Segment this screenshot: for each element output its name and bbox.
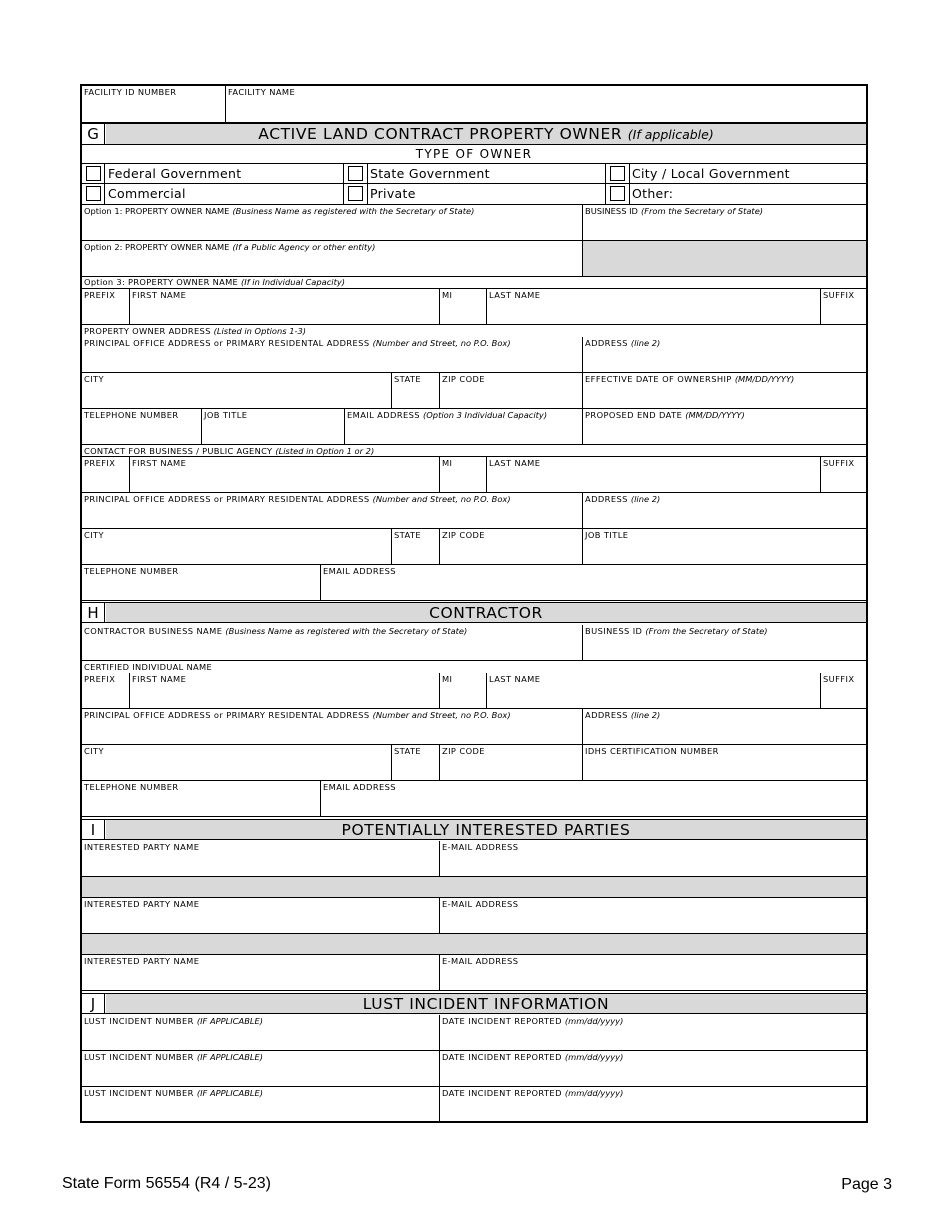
section-j-header — [82, 993, 866, 1014]
section-h-letter: H — [82, 603, 105, 622]
contact-mi-field[interactable] — [439, 457, 486, 493]
lust-incident-row-1 — [82, 1015, 866, 1051]
contractor-business-name-field[interactable] — [82, 625, 582, 661]
owner-address-header — [82, 325, 866, 337]
contractor-zip-field[interactable] — [439, 745, 582, 781]
contractor-city-row — [82, 745, 866, 781]
contractor-state-field[interactable] — [391, 745, 439, 781]
certified-suffix-field[interactable] — [820, 673, 866, 709]
contractor-phone-label: TELEPHONE NUMBER — [84, 782, 179, 792]
owner-address-line2-field[interactable] — [582, 337, 866, 373]
first-name-label: FIRST NAME — [132, 290, 187, 300]
contact-zip-label: ZIP CODE — [442, 530, 485, 540]
contact-principal-address-field[interactable] — [82, 493, 582, 529]
other-label: Other: — [632, 186, 674, 201]
suffix-label: SUFFIX — [823, 290, 855, 300]
contact-phone-row — [82, 565, 866, 601]
contractor-phone-row — [82, 781, 866, 817]
certified-name-row — [82, 673, 866, 709]
contact-prefix-field[interactable] — [82, 457, 129, 493]
contractor-business-name-label: CONTRACTOR BUSINESS NAME (Business Name as registered with the Secretary of State) — [84, 626, 468, 636]
city-local-government-label: City / Local Government — [632, 166, 790, 181]
other-checkbox[interactable] — [610, 186, 625, 201]
option3-prefix-field[interactable] — [82, 289, 129, 325]
interested-party-row-1 — [82, 841, 866, 877]
interested-party-email-field[interactable] — [439, 841, 866, 877]
option3-mi-field[interactable] — [439, 289, 486, 325]
option2-row — [82, 241, 866, 277]
type-of-owner-label: TYPE OF OWNER — [415, 147, 533, 161]
contractor-email-label: EMAIL ADDRESS — [323, 782, 396, 792]
party-separator-2 — [82, 934, 866, 955]
certified-mi-field[interactable] — [439, 673, 486, 709]
proposed-end-date-label: PROPOSED END DATE (MM/DD/YYYY) — [585, 410, 745, 420]
certified-first-name-label: FIRST NAME — [132, 674, 187, 684]
contractor-principal-row — [82, 709, 866, 745]
option2-label: Option 2: PROPERTY OWNER NAME (If a Public Agency or other entity) — [84, 242, 376, 252]
facility-id-label: FACILITY ID NUMBER — [84, 87, 177, 97]
contact-job-title-label: JOB TITLE — [585, 530, 629, 540]
contact-state-label: STATE — [394, 530, 422, 540]
facility-id-field[interactable] — [82, 86, 225, 122]
phone-label: TELEPHONE NUMBER — [84, 410, 179, 420]
contractor-city-field[interactable] — [82, 745, 391, 781]
lust-incident-row-2 — [82, 1051, 866, 1087]
date-reported-label: DATE INCIDENT REPORTED (mm/dd/yyyy) — [442, 1016, 624, 1026]
page-number: Page 3 — [841, 1176, 892, 1193]
option1-row — [82, 205, 866, 241]
party-name-label: INTERESTED PARTY NAME — [84, 842, 200, 852]
owner-type-row-1 — [82, 164, 866, 184]
proposed-end-date-field[interactable] — [582, 409, 866, 445]
owner-type-row-2 — [82, 184, 866, 205]
facility-name-field[interactable] — [225, 86, 866, 122]
owner-zip-field[interactable] — [439, 373, 582, 409]
idhs-certification-field[interactable] — [582, 745, 866, 781]
certified-header — [82, 661, 866, 673]
contact-address-line2-field[interactable] — [582, 493, 866, 529]
federal-government-label: Federal Government — [108, 166, 242, 181]
contractor-principal-address-field[interactable] — [82, 709, 582, 745]
zip-label: ZIP CODE — [442, 374, 485, 384]
contractor-phone-field[interactable] — [82, 781, 320, 817]
principal-address-label: PRINCIPAL OFFICE ADDRESS or PRIMARY RESIDENTAL ADDRESS (Number and Street, no P.O. Box) — [84, 338, 511, 348]
contact-zip-field[interactable] — [439, 529, 582, 565]
lust-incident-row-3 — [82, 1087, 866, 1123]
owner-state-field[interactable] — [391, 373, 439, 409]
owner-principal-address-field[interactable] — [82, 337, 582, 373]
contractor-business-id-label: BUSINESS ID (From the Secretary of State) — [585, 626, 768, 636]
section-j-letter: J — [82, 994, 105, 1013]
date-reported-label: DATE INCIDENT REPORTED (mm/dd/yyyy) — [442, 1052, 624, 1062]
effective-date-label: EFFECTIVE DATE OF OWNERSHIP (MM/DD/YYYY) — [585, 374, 795, 384]
owner-city-row — [82, 373, 866, 409]
city-label: CITY — [84, 374, 104, 384]
contact-city-row — [82, 529, 866, 565]
contractor-business-id-field[interactable] — [582, 625, 866, 661]
contact-last-name-field[interactable] — [486, 457, 820, 493]
contractor-principal-label: PRINCIPAL OFFICE ADDRESS or PRIMARY RESIDENTAL ADDRESS (Number and Street, no P.O. Box) — [84, 710, 511, 720]
contact-address-line2-label: ADDRESS (line 2) — [585, 494, 661, 504]
section-g-header — [82, 124, 866, 145]
party-email-label: E-MAIL ADDRESS — [442, 842, 519, 852]
owner-job-title-field[interactable] — [201, 409, 344, 445]
contact-suffix-field[interactable] — [820, 457, 866, 493]
contact-suffix-label: SUFFIX — [823, 458, 855, 468]
contact-job-title-field[interactable] — [582, 529, 866, 565]
type-of-owner-row — [82, 145, 866, 164]
option1-business-id-field[interactable] — [582, 205, 866, 241]
email-label: EMAIL ADDRESS (Option 3 Individual Capacity) — [347, 410, 548, 420]
section-i-title: POTENTIALLY INTERESTED PARTIES — [106, 820, 866, 839]
contact-email-label: EMAIL ADDRESS — [323, 566, 396, 576]
contact-phone-label: TELEPHONE NUMBER — [84, 566, 179, 576]
city-local-government-checkbox[interactable] — [610, 166, 625, 181]
certified-last-name-label: LAST NAME — [489, 674, 541, 684]
contact-first-name-field[interactable] — [129, 457, 439, 493]
certified-last-name-field[interactable] — [486, 673, 820, 709]
interested-party-row-2 — [82, 898, 866, 934]
facility-row — [82, 86, 866, 124]
party-separator-1 — [82, 877, 866, 898]
state-government-label: State Government — [370, 166, 490, 181]
party-name-label: INTERESTED PARTY NAME — [84, 956, 200, 966]
contractor-address-line2-field[interactable] — [582, 709, 866, 745]
option3-suffix-field[interactable] — [820, 289, 866, 325]
owner-phone-row — [82, 409, 866, 445]
date-incident-reported-field[interactable] — [439, 1051, 866, 1087]
option3-header — [82, 277, 866, 289]
section-h-header — [82, 602, 866, 623]
section-j-title: LUST INCIDENT INFORMATION — [106, 994, 866, 1013]
contractor-email-field[interactable] — [320, 781, 866, 817]
party-name-label: INTERESTED PARTY NAME — [84, 899, 200, 909]
contractor-business-row — [82, 625, 866, 661]
interested-party-name-field[interactable] — [82, 898, 439, 934]
last-name-label: LAST NAME — [489, 290, 541, 300]
incident-number-label: LUST INCIDENT NUMBER (IF APPLICABLE) — [84, 1016, 263, 1026]
certified-suffix-label: SUFFIX — [823, 674, 855, 684]
state-label: STATE — [394, 374, 422, 384]
contact-label: CONTACT FOR BUSINESS / PUBLIC AGENCY (Listed in Option 1 or 2) — [84, 446, 375, 456]
section-h-title: CONTRACTOR — [106, 603, 866, 622]
owner-email-field[interactable] — [344, 409, 582, 445]
party-email-label: E-MAIL ADDRESS — [442, 956, 519, 966]
idhs-certification-label: IDHS CERTIFICATION NUMBER — [585, 746, 719, 756]
interested-party-email-field[interactable] — [439, 955, 866, 991]
option3-label: Option 3: PROPERTY OWNER NAME (If in Individual Capacity) — [84, 277, 346, 287]
state-government-checkbox[interactable] — [348, 166, 363, 181]
owner-phone-field[interactable] — [82, 409, 201, 445]
contact-header — [82, 445, 866, 457]
date-incident-reported-field[interactable] — [439, 1087, 866, 1123]
contact-city-label: CITY — [84, 530, 104, 540]
prefix-label: PREFIX — [84, 290, 116, 300]
contact-principal-label: PRINCIPAL OFFICE ADDRESS or PRIMARY RESIDENTAL ADDRESS (Number and Street, no P.O. Box) — [84, 494, 511, 504]
option3-name-row — [82, 289, 866, 325]
certified-label: CERTIFIED INDIVIDUAL NAME — [84, 662, 212, 672]
option1-owner-name-field[interactable] — [82, 205, 582, 241]
contractor-city-label: CITY — [84, 746, 104, 756]
facility-name-label: FACILITY NAME — [228, 87, 296, 97]
business-id-label: BUSINESS ID (From the Secretary of State) — [585, 206, 764, 216]
mi-label: MI — [442, 290, 453, 300]
party-email-label: E-MAIL ADDRESS — [442, 899, 519, 909]
contact-mi-label: MI — [442, 458, 453, 468]
contractor-state-label: STATE — [394, 746, 422, 756]
contractor-address-line2-label: ADDRESS (line 2) — [585, 710, 661, 720]
form-page — [80, 84, 868, 1123]
contact-last-name-label: LAST NAME — [489, 458, 541, 468]
private-checkbox[interactable] — [348, 186, 363, 201]
certified-first-name-field[interactable] — [129, 673, 439, 709]
option3-first-name-field[interactable] — [129, 289, 439, 325]
option2-shaded-cell — [582, 241, 866, 277]
private-label: Private — [370, 186, 416, 201]
job-title-label: JOB TITLE — [204, 410, 248, 420]
option3-last-name-field[interactable] — [486, 289, 820, 325]
contact-phone-field[interactable] — [82, 565, 320, 601]
section-i-header — [82, 819, 866, 840]
interested-party-name-field[interactable] — [82, 955, 439, 991]
form-number: State Form 56554 (R4 / 5-23) — [62, 1175, 271, 1192]
contact-email-field[interactable] — [320, 565, 866, 601]
certified-mi-label: MI — [442, 674, 453, 684]
contractor-zip-label: ZIP CODE — [442, 746, 485, 756]
certified-prefix-field[interactable] — [82, 673, 129, 709]
lust-incident-number-field[interactable] — [82, 1087, 439, 1123]
address-line2-label: ADDRESS (line 2) — [585, 338, 661, 348]
certified-prefix-label: PREFIX — [84, 674, 116, 684]
commercial-checkbox[interactable] — [86, 186, 101, 201]
incident-number-label: LUST INCIDENT NUMBER (IF APPLICABLE) — [84, 1052, 263, 1062]
contact-name-row — [82, 457, 866, 493]
incident-number-label: LUST INCIDENT NUMBER (IF APPLICABLE) — [84, 1088, 263, 1098]
section-i-letter: I — [82, 820, 105, 839]
section-g-letter: G — [82, 124, 105, 144]
contact-principal-row — [82, 493, 866, 529]
federal-government-checkbox[interactable] — [86, 166, 101, 181]
lust-incident-number-field[interactable] — [82, 1015, 439, 1051]
owner-principal-row — [82, 337, 866, 373]
option1-label: Option 1: PROPERTY OWNER NAME (Business Name as registered with the Secretary of State) — [84, 206, 475, 216]
contact-city-field[interactable] — [82, 529, 391, 565]
contact-state-field[interactable] — [391, 529, 439, 565]
interested-party-row-3 — [82, 955, 866, 991]
lust-incident-number-field[interactable] — [82, 1051, 439, 1087]
interested-party-email-field[interactable] — [439, 898, 866, 934]
owner-city-field[interactable] — [82, 373, 391, 409]
contact-first-name-label: FIRST NAME — [132, 458, 187, 468]
option2-owner-name-field[interactable] — [82, 241, 582, 277]
date-reported-label: DATE INCIDENT REPORTED (mm/dd/yyyy) — [442, 1088, 624, 1098]
commercial-label: Commercial — [108, 186, 186, 201]
date-incident-reported-field[interactable] — [439, 1015, 866, 1051]
owner-address-label: PROPERTY OWNER ADDRESS (Listed in Options 1-3) — [84, 326, 306, 336]
contact-prefix-label: PREFIX — [84, 458, 116, 468]
interested-party-name-field[interactable] — [82, 841, 439, 877]
effective-date-field[interactable] — [582, 373, 866, 409]
section-g-title: ACTIVE LAND CONTRACT PROPERTY OWNER (If applicable) — [106, 124, 866, 144]
